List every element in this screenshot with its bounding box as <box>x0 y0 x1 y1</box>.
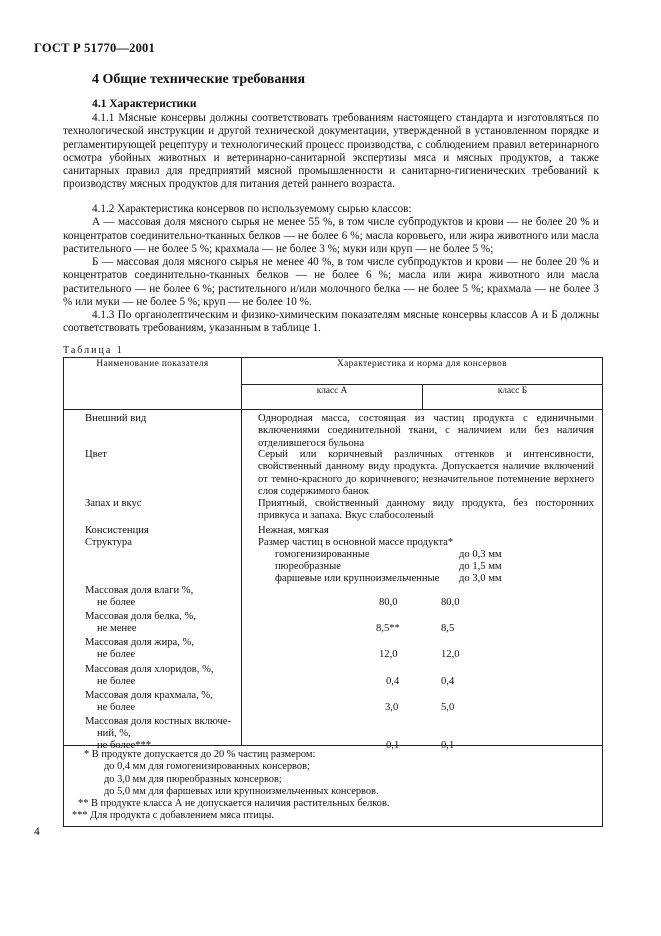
document-header: ГОСТ Р 51770—2001 <box>34 41 155 55</box>
row-name-structure: Структура <box>85 537 132 548</box>
value-starch-b: 5,0 <box>441 702 455 713</box>
value-bone-a: 0,1 <box>386 740 400 751</box>
row-name-protein: Массовая доля белка, %, <box>85 611 196 622</box>
structure-item-label: фаршевые или крупноизмельченные <box>275 573 440 584</box>
row-name-smell: Запах и вкус <box>85 498 142 509</box>
footnote: ** В продукте класса А не допускается наличия растительных белков. <box>78 798 390 810</box>
paragraph-text: 4.1.3 По органолептическим и физико-химическим показателям мясные консервы классов А и Б должны соответствовать требованиям, указанным в таблице 1. <box>63 309 599 335</box>
row-desc-color: Серый или коричневый различных оттенков и интенсивности, свойственный данному виду продукта. Допускается наличие включений от темно-красного до коричневого; незначительное потемнение верхнего слоя содержимого банок <box>258 449 594 497</box>
footnote: до 5,0 мм для фаршевых или крупноизмельченных консервов. <box>104 785 379 797</box>
value-starch-a: 3,0 <box>385 702 399 713</box>
row-name-starch: Массовая доля крахмала, %, <box>85 690 213 701</box>
col-class-b-header: класс Б <box>423 385 603 410</box>
value-moisture-a: 80,0 <box>379 597 398 608</box>
value-protein-a: 8,5** <box>376 623 400 634</box>
row-name-bone: Массовая доля костных включе- <box>85 716 231 727</box>
row-name-consistency: Консистенция <box>85 525 149 536</box>
col-class-a-header: класс А <box>242 385 423 410</box>
subsection-title: 4.1 Характеристики <box>92 98 197 110</box>
table-1 <box>63 357 603 827</box>
row-name-moisture: Массовая доля влаги %, <box>85 585 194 596</box>
row-name-protein-qualifier: не менее <box>97 623 137 634</box>
row-name-moisture-qualifier: не более <box>97 597 136 608</box>
value-protein-b: 8,5 <box>441 623 455 634</box>
row-desc-smell: Приятный, свойственный данному виду продукта, без посторонних привкуса и запаха. Вкус слабосоленый <box>258 498 594 522</box>
row-name-chlorides-qualifier: не более <box>97 676 136 687</box>
row-name-starch-qualifier: не более <box>97 702 136 713</box>
paragraph-class-a: А — массовая доля мясного сырья не менее 55 %, в том числе субпродуктов и крови — не более 20 % и концентратов соединительно-тканных белков — не более 6 %; масла коровьего, или жира животного или масла растительного — не более 5 %; крахмала — не более 3 %; муки или круп — не более 5 %; <box>63 216 599 255</box>
footnote: до 3,0 мм для пюреобразных консервов; <box>104 773 282 785</box>
value-chlorides-a: 0,4 <box>386 676 400 687</box>
structure-item-value: до 1,5 мм <box>459 561 502 572</box>
structure-item-label: гомогенизированные <box>275 549 370 560</box>
value-fat-b: 12,0 <box>441 649 460 660</box>
row-name-fat: Массовая доля жира, %, <box>85 637 195 648</box>
footnote: * В продукте допускается до 20 % частиц размером: <box>84 749 316 760</box>
footnote: до 0,4 мм для гомогенизированных консервов; <box>104 761 310 773</box>
paragraph-text: 4.1.1 Мясные консервы должны соответствовать требованиям настоящего стандарта и изготовляться по технологической инструкции и другой технической документации, утвержденной в установленном порядке и регламентирующей рецептуру и технологический процесс производства, с соблюдением правил ветеринарного осмотра убойных животных и ветеринарно-санитарной экспертизы мяса и мясных продуктов, а также санитарных правил для предприятий мясной промышленности и санитарно-гигиенических требований к производству мясных продуктов для питания детей раннего возраста. <box>63 112 599 191</box>
paragraph-4-1-2 <box>63 203 599 309</box>
page-number: 4 <box>34 826 40 838</box>
row-name-fat-qualifier: не более <box>97 649 136 660</box>
table-caption: Таблица 1 <box>63 345 124 356</box>
paragraph-4-1-3 <box>63 309 599 336</box>
row-name-color: Цвет <box>85 449 107 460</box>
row-desc-structure: Размер частиц в основной массе продукта* <box>258 537 454 548</box>
section-title: 4 Общие технические требования <box>92 72 306 87</box>
col-name-header: Наименование показателя <box>64 358 242 410</box>
table-footnotes <box>64 746 603 827</box>
value-fat-a: 12,0 <box>379 649 398 660</box>
row-desc-consistency: Нежная, мягкая <box>258 525 329 536</box>
value-bone-b: 0,1 <box>441 740 455 751</box>
row-desc-appearance: Однородная масса, состоящая из частиц продукта с единичными включениями соединительной ткани, с наличием или без наличия отделившегося бульона <box>258 413 594 449</box>
row-name-appearance: Внешний вид <box>85 413 147 424</box>
paragraph-text: 4.1.2 Характеристика консервов по используемому сырью классов: <box>92 203 412 215</box>
value-chlorides-b: 0,4 <box>441 676 455 687</box>
structure-item-label: пюреобразные <box>275 561 341 572</box>
col-group-header: Характеристика и норма для консервов <box>242 358 603 385</box>
footnote: *** Для продукта с добавлением мяса птицы. <box>72 810 274 822</box>
indicator-names-cell <box>64 410 242 751</box>
paragraph-4-1-1 <box>63 112 599 192</box>
paragraph-class-b: Б — массовая доля мясного сырья не менее 40 %, в том числе субпродуктов и крови — не более 20 % и концентратов соединительно-тканных белков — не более 6 %; масла или жира животного или масла растительного — не более 6 %; растительного и/или молочного белка — не более 5 %; крахмала — не более 3 % или муки — не более 5 %; круп — не более 10 %. <box>63 256 599 309</box>
row-name-bone-qualifier: не более*** <box>97 740 152 751</box>
structure-item-value: до 0,3 мм <box>459 549 502 560</box>
row-name-bone-unit: ний, %, <box>97 728 131 739</box>
indicator-values-cell <box>242 410 603 751</box>
value-moisture-b: 80,0 <box>441 597 460 608</box>
row-name-chlorides: Массовая доля хлоридов, %, <box>85 664 214 675</box>
structure-item-value: до 3,0 мм <box>459 573 502 584</box>
